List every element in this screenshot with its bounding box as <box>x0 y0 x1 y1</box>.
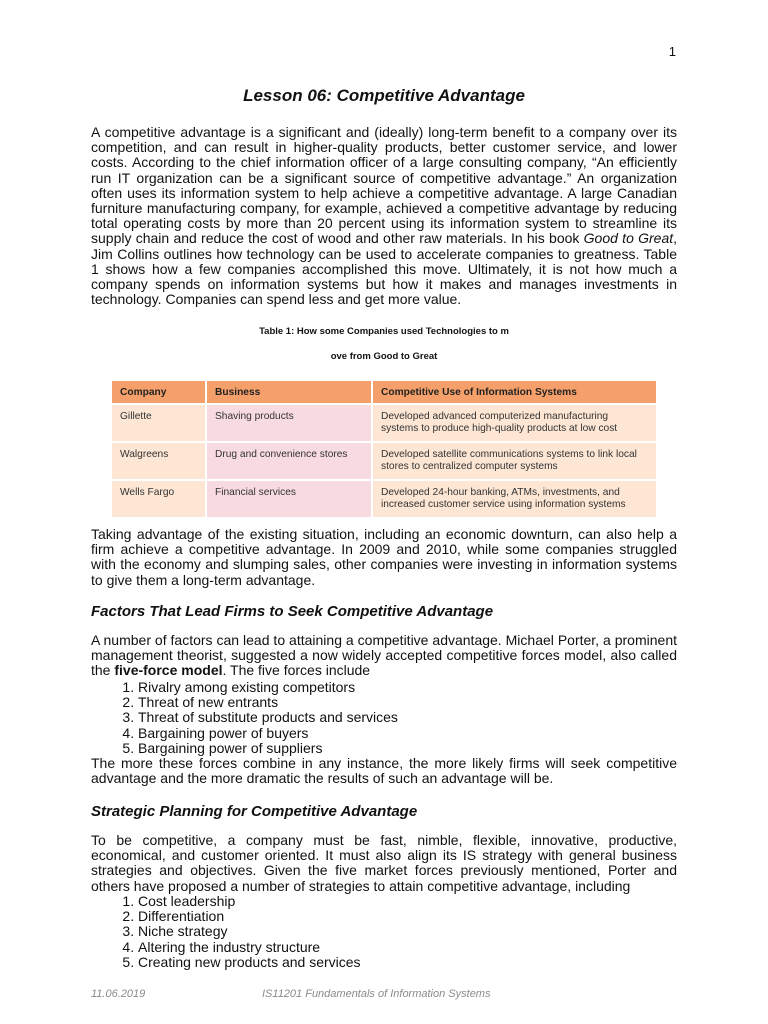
list-item: 1. Rivalry among existing competitors <box>138 680 398 695</box>
cell-company: Wells Fargo <box>112 481 207 519</box>
list-item: 2. Differentiation <box>138 909 361 924</box>
header-business: Business <box>207 381 373 405</box>
list-item: 2. Threat of new entrants <box>138 695 398 710</box>
factors-text-start: A number of factors can lead to attaining a competitive advantage. Michael Porter, a prominent management theorist, suggested a now widely accepted competitive forces model, also called the <box>91 632 677 679</box>
table-caption-line-1: Table 1: How some Companies used Technologies to m <box>259 326 509 337</box>
strategic-paragraph: To be competitive, a company must be fast, nimble, flexible, innovative, productive, economical, and customer oriented. It must also align its IS strategy with general business strategies and objectives. Given the five market forces previously mentioned, Porter and others have proposed a number of strategies to attain competitive advantage, including <box>91 832 677 894</box>
list-item: 1. Cost leadership <box>138 894 361 909</box>
table-header-row <box>112 381 658 405</box>
cell-business: Drug and convenience stores <box>207 443 373 481</box>
list-item: 5. Creating new products and services <box>138 955 361 970</box>
table-row <box>112 443 658 481</box>
cell-company: Walgreens <box>112 443 207 481</box>
header-company: Company <box>112 381 207 405</box>
cell-business: Shaving products <box>207 405 373 443</box>
competitive-use-table <box>112 381 658 519</box>
section-heading-strategic-planning: Strategic Planning for Competitive Advantage <box>91 803 418 820</box>
cell-use: Developed 24-hour banking, ATMs, investments, and increased customer service using information systems <box>373 481 658 519</box>
intro-text-2: , Jim Collins outlines how technology can be used to accelerate companies to greatness. Table 1 shows how a few companies accomplished this move. Ultimately, it is not how much a company spends on information systems but how it makes and manages investments in technology. Companies can spend less and get more value. <box>91 230 678 308</box>
cell-use: Developed advanced computerized manufacturing systems to produce high-quality products at low cost <box>373 405 658 443</box>
list-item: 3. Threat of substitute products and services <box>138 710 398 725</box>
strategies-list <box>91 894 361 970</box>
footer-date: 11.06.2019 <box>91 988 146 1000</box>
forces-closing-paragraph: The more these forces combine in any instance, the more likely firms will seek competitive advantage and the more dramatic the results of such an advantage will be. <box>91 755 677 787</box>
table-row <box>112 405 658 443</box>
list-item: 4. Bargaining power of buyers <box>138 726 398 741</box>
book-title: Good to Great <box>583 230 674 247</box>
page-number: 1 <box>668 44 676 59</box>
factors-paragraph <box>91 633 677 679</box>
cell-company: Gillette <box>112 405 207 443</box>
five-forces-list <box>91 680 398 756</box>
downturn-paragraph: Taking advantage of the existing situation, including an economic downturn, can also help a firm achieve a competitive advantage. In 2009 and 2010, while some companies struggled with the economy and slumping sales, other companies were investing in information systems to give them a long-term advantage. <box>91 526 677 588</box>
table-caption-line-2: ove from Good to Great <box>330 351 438 362</box>
five-force-model-term: five-force model <box>114 662 223 679</box>
cell-use: Developed satellite communications systems to link local stores to centralized computer systems <box>373 443 658 481</box>
list-item: 4. Altering the industry structure <box>138 940 361 955</box>
header-competitive-use: Competitive Use of Information Systems <box>373 381 658 405</box>
list-item: 3. Niche strategy <box>138 924 361 939</box>
list-item: 5. Bargaining power of suppliers <box>138 741 398 756</box>
intro-text-1: A competitive advantage is a significant and (ideally) long-term benefit to a company over its competition, and can result in higher-quality products, better customer service, and lower costs. According to the chief information officer of a large consulting company, “An efficiently run IT organization can be a significant source of competitive advantage.” An organization often uses its information system to help achieve a competitive advantage. A large Canadian furniture manufacturing company, for example, achieved a competitive advantage by reducing total operating costs by more than 20 percent using its information system to streamline its supply chain and reduce the cost of wood and other raw materials. In his book <box>91 124 677 247</box>
intro-paragraph <box>91 125 677 307</box>
section-heading-factors: Factors That Lead Firms to Seek Competitive Advantage <box>91 603 494 620</box>
table-row <box>112 481 658 519</box>
cell-business: Financial services <box>207 481 373 519</box>
factors-text-end: . The five forces include <box>222 662 371 679</box>
page-title: Lesson 06: Competitive Advantage <box>243 86 525 105</box>
footer-course: IS11201 Fundamentals of Information Systems <box>262 988 491 1000</box>
